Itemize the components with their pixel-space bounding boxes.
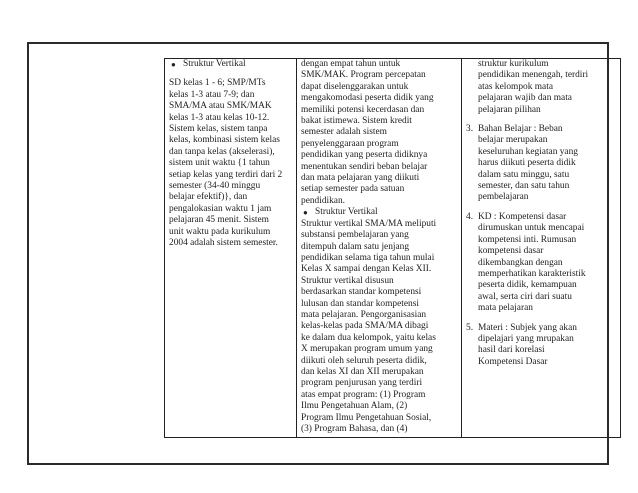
text-line: menentukan sendiri beban belajar xyxy=(301,161,428,172)
text-line: semester (34-40 minggu xyxy=(169,181,261,192)
text-line: 2004 adalah sistem semester. xyxy=(169,238,278,249)
item-body xyxy=(478,124,617,204)
text-line: Materi : Subjek yang akan xyxy=(478,322,577,333)
bullet-icon: ● xyxy=(171,60,176,69)
text-line: semester adalah sistem xyxy=(301,127,387,138)
text-line: Kelas X sampai dengan Kelas XII. xyxy=(301,264,432,275)
text-line: pendidikan. xyxy=(301,195,346,206)
cell-kurikulum-2013 xyxy=(462,59,621,438)
text-line: belajar merupakan xyxy=(478,135,548,146)
text-line: pendidikan menengah, terdiri xyxy=(478,70,589,81)
text-line: Ilmu Pengetahuan Alam, (2) xyxy=(301,401,408,412)
text-line: dan mata pelajaran yang diikuti xyxy=(301,173,420,184)
text-line: dan tanpa kelas (akselerasi), xyxy=(169,146,275,157)
text-line: kelas, kombinasi sistem kelas xyxy=(169,135,280,146)
text-line: sistem unit waktu {1 tahun xyxy=(169,158,270,169)
list-item xyxy=(466,124,617,204)
text-line: SMA/MA atau SMK/MAK xyxy=(169,101,272,112)
cell-text-top xyxy=(301,59,458,207)
bullet-title: Struktur Vertikal xyxy=(183,59,246,69)
text-line: pembelajaran xyxy=(478,192,529,203)
cell-kurikulum-2004 xyxy=(165,59,297,438)
curriculum-table xyxy=(164,58,621,438)
text-line: mata pelajaran. Pengorganisasian xyxy=(301,309,427,320)
list-item xyxy=(466,212,617,315)
text-line: Struktur vertikal disusun xyxy=(301,275,394,286)
item-number: 5. xyxy=(466,322,474,333)
text-line: kompetensi inti. Rumusan xyxy=(478,234,577,245)
text-line: dapat diselenggarakan untuk xyxy=(301,81,409,92)
item-number: 4. xyxy=(466,211,474,222)
text-line: mata pelajaran xyxy=(478,303,533,314)
text-line: Bahan Belajar : Beban xyxy=(478,124,563,135)
text-line: lulusan dan standar kompetensi xyxy=(301,298,419,309)
text-line: awal, serta ciri dari suatu xyxy=(478,291,572,302)
text-line: kelas 1-3 atau 7-9; dan xyxy=(169,89,255,100)
text-line: Program Ilmu Pengetahuan Sosial, xyxy=(301,412,432,423)
cell-text xyxy=(169,78,293,249)
cell-text-bottom xyxy=(301,219,458,436)
text-line: unit waktu pada kurikulum xyxy=(169,226,271,237)
text-line: belajar efektif)}, dan xyxy=(169,192,248,203)
bullet-heading xyxy=(169,59,293,70)
list-item xyxy=(466,323,617,369)
text-line: kelas 1-3 atau kelas 10-12. xyxy=(169,112,270,123)
bullet-icon: ● xyxy=(303,208,308,218)
text-line: substansi pembelajaran yang xyxy=(301,230,409,241)
text-line: (3) Program Bahasa, dan (4) xyxy=(301,424,408,434)
text-line: setiap semester pada satuan xyxy=(301,184,405,195)
text-line: semester, dan satu tahun xyxy=(478,181,570,192)
text-line: program penjurusan yang terdiri xyxy=(301,378,423,389)
text-line: kelas-kelas pada SMA/MA dibagi xyxy=(301,321,429,332)
text-line: KD : Kompetensi dasar xyxy=(478,211,567,222)
cell-intro xyxy=(466,59,617,116)
text-line: atas kelompok mata xyxy=(478,81,553,92)
text-line: Kompetensi Dasar xyxy=(478,356,548,367)
text-line: keseluruhan kegiatan yang xyxy=(478,146,578,157)
text-line: harus diikuti peserta didik xyxy=(478,158,576,169)
text-line: dirumuskan untuk mencapai xyxy=(478,223,585,234)
text-line: atas empat program: (1) Program xyxy=(301,389,426,400)
text-line: dalam satu minggu, satu xyxy=(478,169,570,180)
item-number: 3. xyxy=(466,124,474,135)
item-body xyxy=(478,212,617,315)
bullet-heading xyxy=(301,207,458,218)
text-line: pendidikan selama tiga tahun mulai xyxy=(301,252,435,263)
text-line: pelajaran wajib dan mata xyxy=(478,93,572,104)
text-line: penyelenggaraan program xyxy=(301,138,399,149)
text-line: struktur kurikulum xyxy=(478,59,549,69)
text-line: pelajaran pilihan xyxy=(478,104,541,115)
text-line: bakat istimewa. Sistem kredit xyxy=(301,116,412,127)
text-line: SMK/MAK. Program percepatan xyxy=(301,70,426,81)
text-line: kompetensi dasar xyxy=(478,246,544,257)
item-body xyxy=(478,323,617,369)
text-line: SD kelas 1 - 6; SMP/MTs xyxy=(169,78,266,89)
text-line: mengakomodasi peserta didik yang xyxy=(301,93,434,104)
text-line: hasil dari korelasi xyxy=(478,345,545,356)
text-line: diikuti oleh seluruh peserta didik, xyxy=(301,355,427,366)
text-line: pengalokasian waktu 1 jam xyxy=(169,203,272,214)
text-line: memiliki potensi kecerdasan dan xyxy=(301,104,425,115)
text-line: berdasarkan standar kompetensi xyxy=(301,287,422,298)
text-line: pelajaran 45 menit. Sistem xyxy=(169,215,269,226)
text-line: setiap kelas yang terdiri dari 2 xyxy=(169,169,283,180)
table-row xyxy=(165,59,621,438)
text-line: Sistem kelas, sistem tanpa xyxy=(169,124,268,135)
text-line: dan kelas XI dan XII merupakan xyxy=(301,366,424,377)
bullet-title: Struktur Vertikal xyxy=(315,207,378,218)
text-line: memperhatikan karakteristik xyxy=(478,268,586,279)
text-line: pendidikan yang peserta didiknya xyxy=(301,150,428,161)
text-line: dipelajari yang mrupakan xyxy=(478,333,574,344)
text-line: Struktur vertikal SMA/MA meliputi xyxy=(301,218,437,229)
text-line: dengan empat tahun untuk xyxy=(301,59,401,69)
text-line: ke dalam dua kelompok, yaitu kelas xyxy=(301,332,436,343)
text-line: peserta didik, kemampuan xyxy=(478,280,577,291)
text-line: ditempuh dalam satu jenjang xyxy=(301,241,410,252)
cell-kurikulum-2006 xyxy=(297,59,462,438)
text-line: X merupakan program umum yang xyxy=(301,344,433,355)
text-line: dikembangkan dengan xyxy=(478,257,563,268)
